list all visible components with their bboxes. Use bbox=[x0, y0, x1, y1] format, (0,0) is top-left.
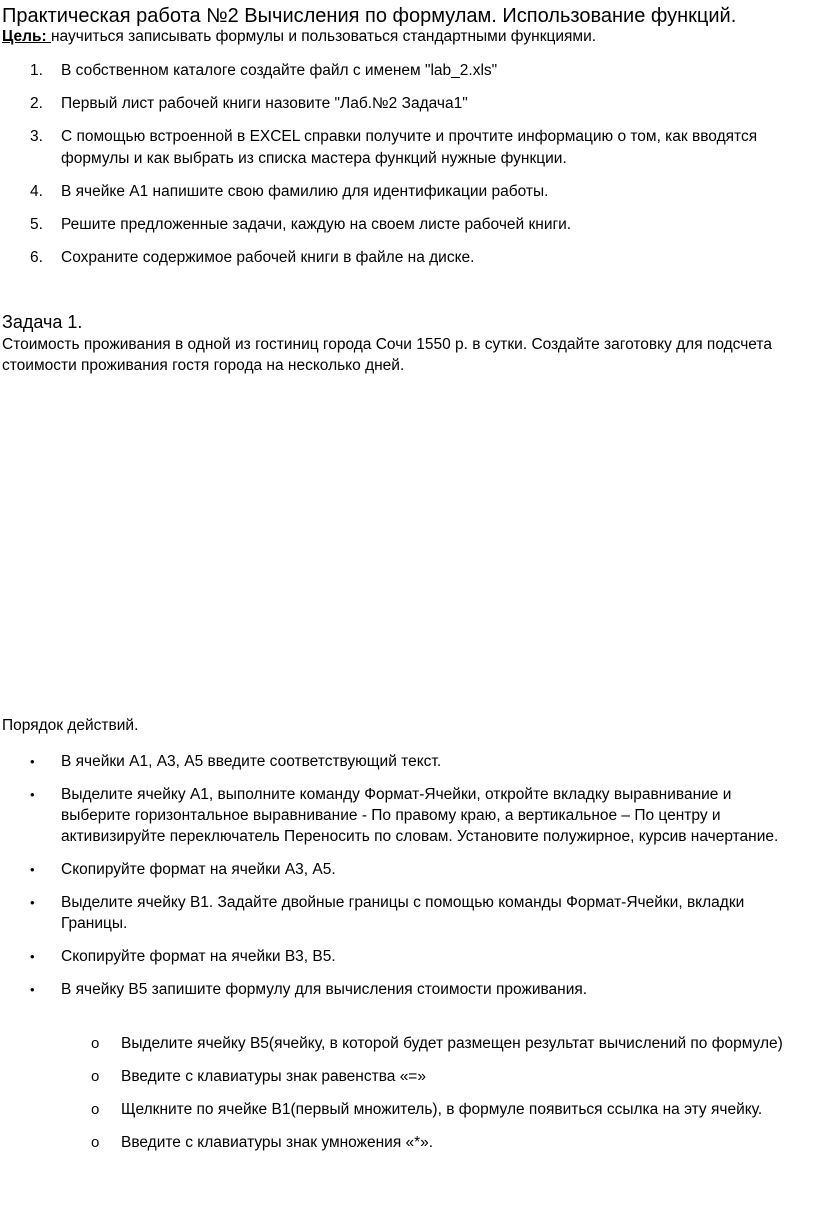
step-text: Сохраните содержимое рабочей книги в файле на диске. bbox=[61, 249, 475, 266]
action-text: В ячейки А1, А3, А5 введите соответствующий текст. bbox=[61, 753, 442, 770]
step-item bbox=[0, 181, 816, 203]
action-text: Выделите ячейку А1, выполните команду Формат-Ячейки, откройте вкладку выравнивание и выберите горизонтальное выравнивание - По правому краю, а вертикальное – По центру и активизируйте переключатель Переносить по словам. Установите полужирное, курсив начертание. bbox=[61, 786, 779, 845]
action-text: Скопируйте формат на ячейки А3, А5. bbox=[61, 861, 336, 878]
step-number: 5. bbox=[30, 216, 43, 233]
task-description: Стоимость проживания в одной из гостиниц города Сочи 1550 р. в сутки. Создайте заготовку для подсчета стоимости проживания гостя города на несколько дней. bbox=[2, 336, 772, 374]
action-text: Выделите ячейку В1. Задайте двойные границы с помощью команды Формат-Ячейки, вкладки Границы. bbox=[61, 894, 745, 932]
document-title: Практическая работа №2 Вычисления по формулам. Использование функций. bbox=[2, 5, 737, 27]
action-item bbox=[0, 751, 816, 772]
action-item bbox=[0, 892, 816, 934]
step-number: 3. bbox=[30, 128, 43, 145]
bullet-icon: • bbox=[30, 895, 35, 910]
sub-actions-list bbox=[0, 1033, 816, 1153]
action-text: В ячейку В5 запишите формулу для вычисления стоимости проживания. bbox=[61, 981, 588, 998]
circle-bullet-icon: o bbox=[91, 1134, 100, 1151]
goal-text: научиться записывать формулы и пользоваться стандартными функциями. bbox=[50, 28, 597, 45]
step-number: 1. bbox=[30, 62, 43, 79]
action-item bbox=[0, 859, 816, 880]
sub-action-item bbox=[0, 1033, 816, 1054]
circle-bullet-icon: o bbox=[91, 1035, 100, 1052]
actions-list bbox=[0, 751, 816, 1000]
task-heading: Задача 1. bbox=[2, 312, 83, 332]
sub-action-item bbox=[0, 1099, 816, 1120]
action-item bbox=[0, 979, 816, 1000]
goal-label: Цель: bbox=[2, 28, 51, 45]
action-item bbox=[0, 784, 816, 847]
step-text: Первый лист рабочей книги назовите "Лаб.№2 Задача1" bbox=[61, 95, 468, 112]
order-heading: Порядок действий. bbox=[2, 717, 139, 734]
bullet-icon: • bbox=[30, 862, 35, 877]
step-item bbox=[0, 60, 816, 82]
goal-line bbox=[2, 28, 596, 46]
bullet-icon: • bbox=[30, 754, 35, 769]
bullet-icon: • bbox=[30, 982, 35, 997]
step-item bbox=[0, 247, 816, 269]
sub-action-text: Введите с клавиатуры знак умножения «*». bbox=[121, 1134, 434, 1151]
sub-action-text: Выделите ячейку В5(ячейку, в которой будет размещен результат вычислений по формуле) bbox=[121, 1035, 783, 1052]
step-text: В собственном каталоге создайте файл с именем "lab_2.xls" bbox=[61, 62, 498, 79]
step-number: 6. bbox=[30, 249, 43, 266]
step-number: 4. bbox=[30, 183, 43, 200]
sub-action-text: Введите с клавиатуры знак равенства «=» bbox=[121, 1068, 426, 1085]
step-text: В ячейке А1 напишите свою фамилию для идентификации работы. bbox=[61, 183, 549, 200]
sub-action-item bbox=[0, 1066, 816, 1087]
action-item bbox=[0, 946, 816, 967]
sub-action-text: Щелкните по ячейке В1(первый множитель), в формуле появиться ссылка на эту ячейку. bbox=[121, 1101, 763, 1118]
step-text: С помощью встроенной в EXCEL справки получите и прочтите информацию о том, как вводятся формулы и как выбрать из списка мастера функций нужные функции. bbox=[61, 128, 758, 167]
step-item bbox=[0, 126, 816, 170]
action-text: Скопируйте формат на ячейки В3, В5. bbox=[61, 948, 336, 965]
step-item bbox=[0, 93, 816, 115]
bullet-icon: • bbox=[30, 787, 35, 802]
step-number: 2. bbox=[30, 95, 43, 112]
sub-action-item bbox=[0, 1132, 816, 1153]
bullet-icon: • bbox=[30, 949, 35, 964]
step-text: Решите предложенные задачи, каждую на своем листе рабочей книги. bbox=[61, 216, 572, 233]
steps-list bbox=[0, 60, 816, 269]
circle-bullet-icon: o bbox=[91, 1068, 100, 1085]
circle-bullet-icon: o bbox=[91, 1101, 100, 1118]
step-item bbox=[0, 214, 816, 236]
